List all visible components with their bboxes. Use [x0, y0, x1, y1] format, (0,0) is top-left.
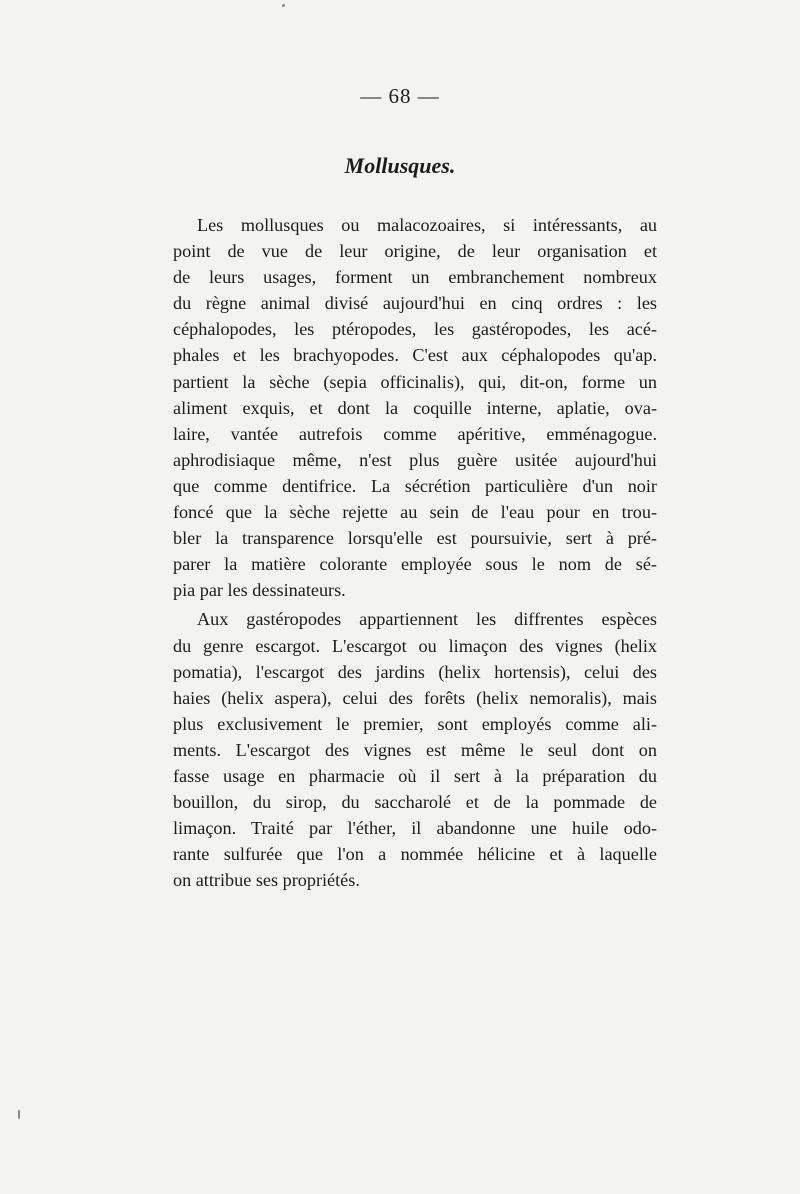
paragraph-2 [173, 606, 657, 893]
text-line: céphalopodes, les ptéropodes, les gastéropodes, les acé- [173, 319, 657, 340]
text-line: partient la sèche (sepia officinalis), qui, dit-on, forme un [173, 371, 657, 392]
text-line: phales et les brachyopodes. C'est aux céphalopodes qu'ap. [173, 345, 657, 366]
text-line: on attribue ses propriétés. [173, 870, 360, 891]
text-line: rante sulfurée que l'on a nommée hélicine et à laquelle [173, 844, 657, 865]
text-line: ments. L'escargot des vignes est même le seul dont on [173, 739, 657, 760]
paper-speck [282, 4, 285, 7]
body-text [173, 212, 657, 893]
text-line: plus exclusivement le premier, sont employés comme ali- [173, 713, 657, 734]
text-line: point de vue de leur origine, de leur organisation et [173, 241, 657, 262]
text-line: du genre escargot. L'escargot ou limaçon des vignes (helix [173, 635, 657, 656]
text-line: du règne animal divisé aujourd'hui en cinq ordres : les [173, 293, 657, 314]
text-line: laire, vantée autrefois comme apéritive, emménagogue. [173, 423, 657, 444]
text-line: Aux gastéropodes appartiennent les diffrentes espèces [197, 609, 657, 630]
text-line: bouillon, du sirop, du saccharolé et de la pommade de [173, 792, 657, 813]
text-line: haies (helix aspera), celui des forêts (helix nemoralis), mais [173, 687, 657, 708]
text-line: aphrodisiaque même, n'est plus guère usitée aujourd'hui [173, 449, 657, 470]
text-line: limaçon. Traité par l'éther, il abandonne une huile odo- [173, 818, 657, 839]
text-line: aliment exquis, et dont la coquille interne, aplatie, ova- [173, 397, 657, 418]
text-line: bler la transparence lorsqu'elle est poursuivie, sert à pré- [173, 528, 657, 549]
text-line: parer la matière colorante employée sous le nom de sé- [173, 554, 657, 575]
text-line: de leurs usages, forment un embranchement nombreux [173, 267, 657, 288]
page-number: — 68 — [360, 84, 440, 108]
text-line: fasse usage en pharmacie où il sert à la préparation du [173, 765, 657, 786]
text-line: pia par les dessinateurs. [173, 580, 346, 601]
paragraph-1 [173, 212, 657, 603]
paper-speck [18, 1110, 20, 1119]
text-line: foncé que la sèche rejette au sein de l'eau pour en trou- [173, 502, 657, 523]
text-line: que comme dentifrice. La sécrétion particulière d'un noir [173, 475, 657, 496]
text-line: pomatia), l'escargot des jardins (helix hortensis), celui des [173, 661, 657, 682]
section-title: Mollusques. [344, 153, 456, 178]
text-line: Les mollusques ou malacozoaires, si intéressants, au [197, 215, 657, 235]
